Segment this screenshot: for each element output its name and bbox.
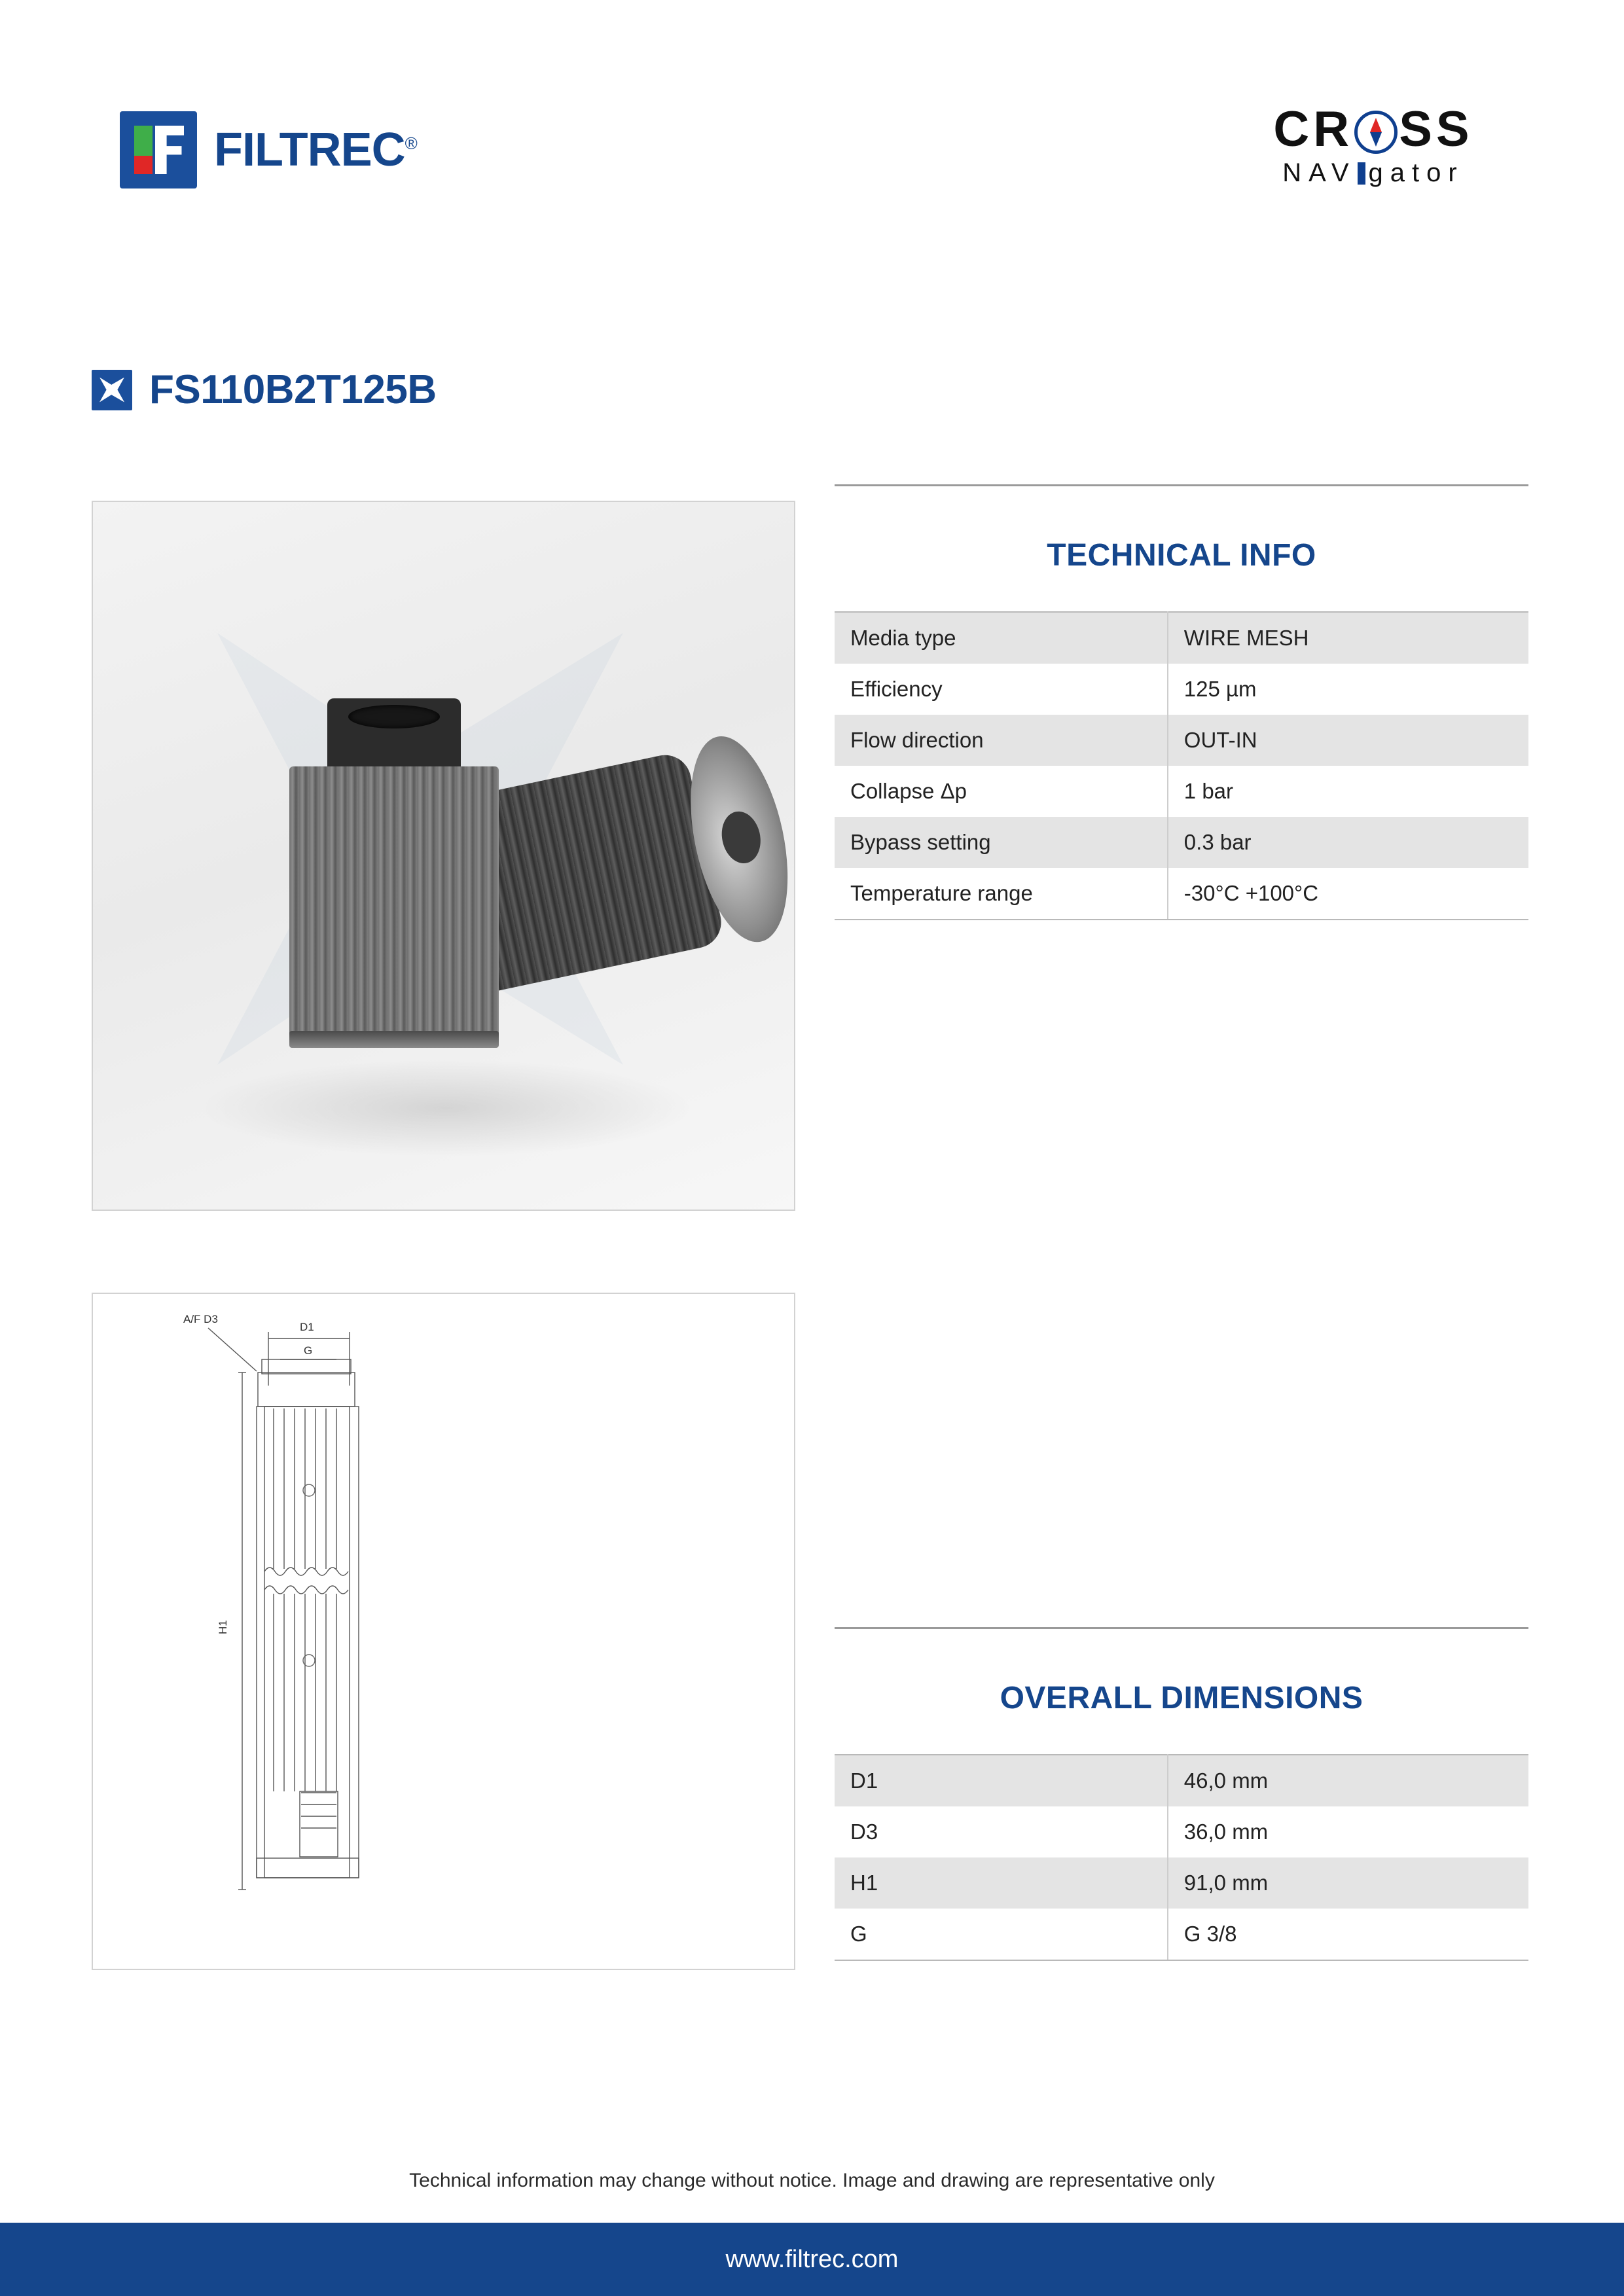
dimension-key: D3: [835, 1806, 1168, 1857]
nav-suffix: gator: [1368, 158, 1464, 187]
table-row: [835, 868, 1528, 920]
drawing-label-g: G: [304, 1344, 313, 1357]
product-photo: [93, 502, 794, 1210]
section-divider: [835, 484, 1528, 486]
page-title: [92, 367, 437, 413]
table-row: [835, 1857, 1528, 1909]
spec-value: 125 µm: [1183, 677, 1257, 701]
brand-name: FILTREC: [214, 124, 405, 176]
footer-bar: [0, 2223, 1624, 2296]
technical-info-section: [835, 484, 1528, 920]
compass-icon: [1354, 111, 1398, 154]
spec-key: Temperature range: [835, 868, 1168, 920]
table-row: [835, 766, 1528, 817]
logo-red-bar: [134, 156, 153, 174]
dimension-key: D1: [835, 1755, 1168, 1806]
spec-key: Media type: [835, 612, 1168, 664]
spec-key: Collapse Δp: [835, 766, 1168, 817]
technical-drawing-panel: [92, 1293, 795, 1970]
filter-element-upright: [289, 698, 499, 1065]
cross-wordmark: [1273, 101, 1473, 157]
table-row: [835, 817, 1528, 868]
dimension-value: 36,0 mm: [1183, 1820, 1269, 1844]
logo-f-glyph: [155, 126, 184, 174]
table-row: [835, 664, 1528, 715]
drawing-label-d1: D1: [300, 1321, 314, 1333]
spec-key: Bypass setting: [835, 817, 1168, 868]
technical-info-table: [835, 611, 1528, 920]
table-row: [835, 612, 1528, 664]
spec-value: WIRE MESH: [1168, 612, 1528, 664]
technical-info-title: TECHNICAL INFO: [1047, 538, 1316, 573]
footer-accent: [0, 2216, 1624, 2223]
table-row: [835, 715, 1528, 766]
product-photo-panel: [92, 501, 795, 1211]
spec-key: Efficiency: [835, 664, 1168, 715]
spec-column: [835, 484, 1528, 2046]
technical-drawing: [93, 1294, 794, 1969]
brand-wordmark: [214, 123, 417, 177]
brand-trademark: ®: [405, 134, 417, 153]
dimension-value: 46,0 mm: [1168, 1755, 1528, 1806]
filtrec-logo: [120, 111, 417, 188]
cross-prefix: CR: [1273, 101, 1354, 157]
spec-value: OUT-IN: [1168, 715, 1528, 766]
dimension-key: G: [835, 1909, 1168, 1960]
cross-navigator-logo: [1242, 101, 1504, 188]
disclaimer-text: Technical information may change without notice. Image and drawing are representative only: [409, 2170, 1215, 2191]
spec-value: 1 bar: [1183, 779, 1234, 803]
table-row: [835, 1806, 1528, 1857]
page-header: [0, 98, 1624, 229]
overall-dimensions-section: [835, 1627, 1528, 1961]
dimension-key: H1: [835, 1857, 1168, 1909]
cross-suffix: SS: [1399, 101, 1473, 157]
drawing-label-h1: H1: [217, 1620, 229, 1634]
navigator-wordmark: [1242, 158, 1504, 188]
table-row: [835, 1909, 1528, 1960]
overall-dimensions-table: [835, 1754, 1528, 1961]
product-badge-icon: [92, 370, 132, 410]
photo-shadow: [198, 1059, 695, 1157]
drawing-label-af-d3: A/F D3: [183, 1313, 218, 1325]
nav-tick-icon: [1358, 162, 1365, 185]
overall-dimensions-title: OVERALL DIMENSIONS: [1000, 1681, 1363, 1715]
spec-value: -30°C +100°C: [1168, 868, 1528, 920]
filtrec-logo-icon: [120, 111, 197, 188]
dimension-value: 91,0 mm: [1168, 1857, 1528, 1909]
spec-value: 0.3 bar: [1168, 817, 1528, 868]
section-divider: [835, 1627, 1528, 1629]
spec-key: Flow direction: [835, 715, 1168, 766]
table-row: [835, 1755, 1528, 1806]
logo-green-bar: [134, 126, 153, 156]
product-code: FS110B2T125B: [149, 367, 437, 412]
website-link[interactable]: www.filtrec.com: [725, 2245, 899, 2273]
dimension-value: G 3/8: [1168, 1909, 1528, 1960]
nav-prefix: NAV: [1282, 158, 1356, 187]
